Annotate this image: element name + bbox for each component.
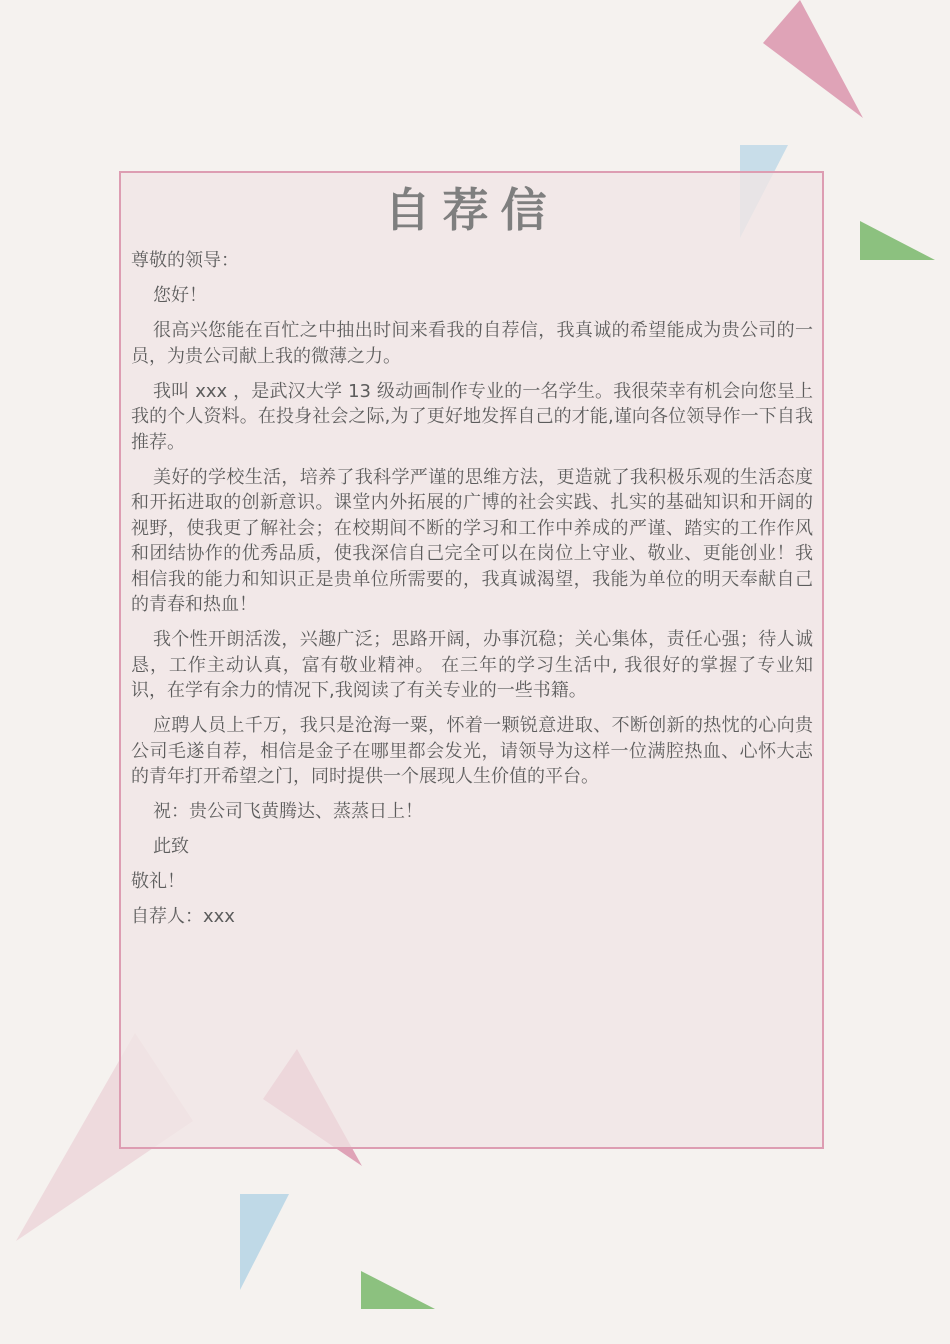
letter-closing: 此致 (153, 836, 189, 857)
letter-salutation: 尊敬的领导： (131, 250, 239, 271)
letter-paragraph: 美好的学校生活，培养了我科学严谨的思维方法，更造就了我积极乐观的生活态度和开拓进取的创新意识。课堂内外拓展的广博的社会实践、扎实的基础知识和开阔的视野，使我更了解社会；在校期间不断的学习和工作中养成的严谨、踏实的工作作风和团结协作的优秀品质，使我深信自己完全可以在岗位上守业、敬业、更能创业！我相信我的能力和知识正是贵单位所需要的，我真诚渴望，我能为单位的明天奉献自己的青春和热血！ (131, 466, 813, 615)
letter-wish: 祝：贵公司飞黄腾达、蒸蒸日上！ (153, 801, 423, 822)
letter-body (131, 248, 813, 939)
green-triangle-right (860, 221, 935, 260)
green-triangle-bottom (361, 1271, 435, 1309)
letter-greeting: 您好！ (153, 285, 207, 306)
pink-triangle-top-right (763, 0, 863, 118)
letter-paragraph: 我个性开朗活泼，兴趣广泛；思路开阔，办事沉稳；关心集体，责任心强；待人诚恳，工作主动认真，富有敬业精神。 在三年的学习生活中, 我很好的掌握了专业知识，在学有余力的情况下,我阅读了有关专业的一些书籍。 (131, 629, 813, 701)
letter-paragraph: 很高兴您能在百忙之中抽出时间来看我的自荐信，我真诚的希望能成为贵公司的一员，为贵公司献上我的微薄之力。 (131, 320, 813, 367)
letter-paragraph: 我叫 xxx ，是武汉大学 13 级动画制作专业的一名学生。我很荣幸有机会向您呈上我的个人资料。在投身社会之际,为了更好地发挥自己的才能,谨向各位领导作一下自我推荐。 (131, 380, 813, 453)
letter-title: 自荐信 (384, 183, 559, 237)
letter-regards: 敬礼！ (131, 871, 185, 892)
letter-paragraph: 应聘人员上千万，我只是沧海一粟，怀着一颗锐意进取、不断创新的热忱的心向贵公司毛遂自荐，相信是金子在哪里都会发光，请领导为这样一位满腔热血、心怀大志的青年打开希望之门，同时提供一个展现人生价值的平台。 (131, 715, 813, 787)
letter-signature: 自荐人：xxx (131, 906, 235, 927)
blue-triangle-bottom (240, 1194, 289, 1290)
